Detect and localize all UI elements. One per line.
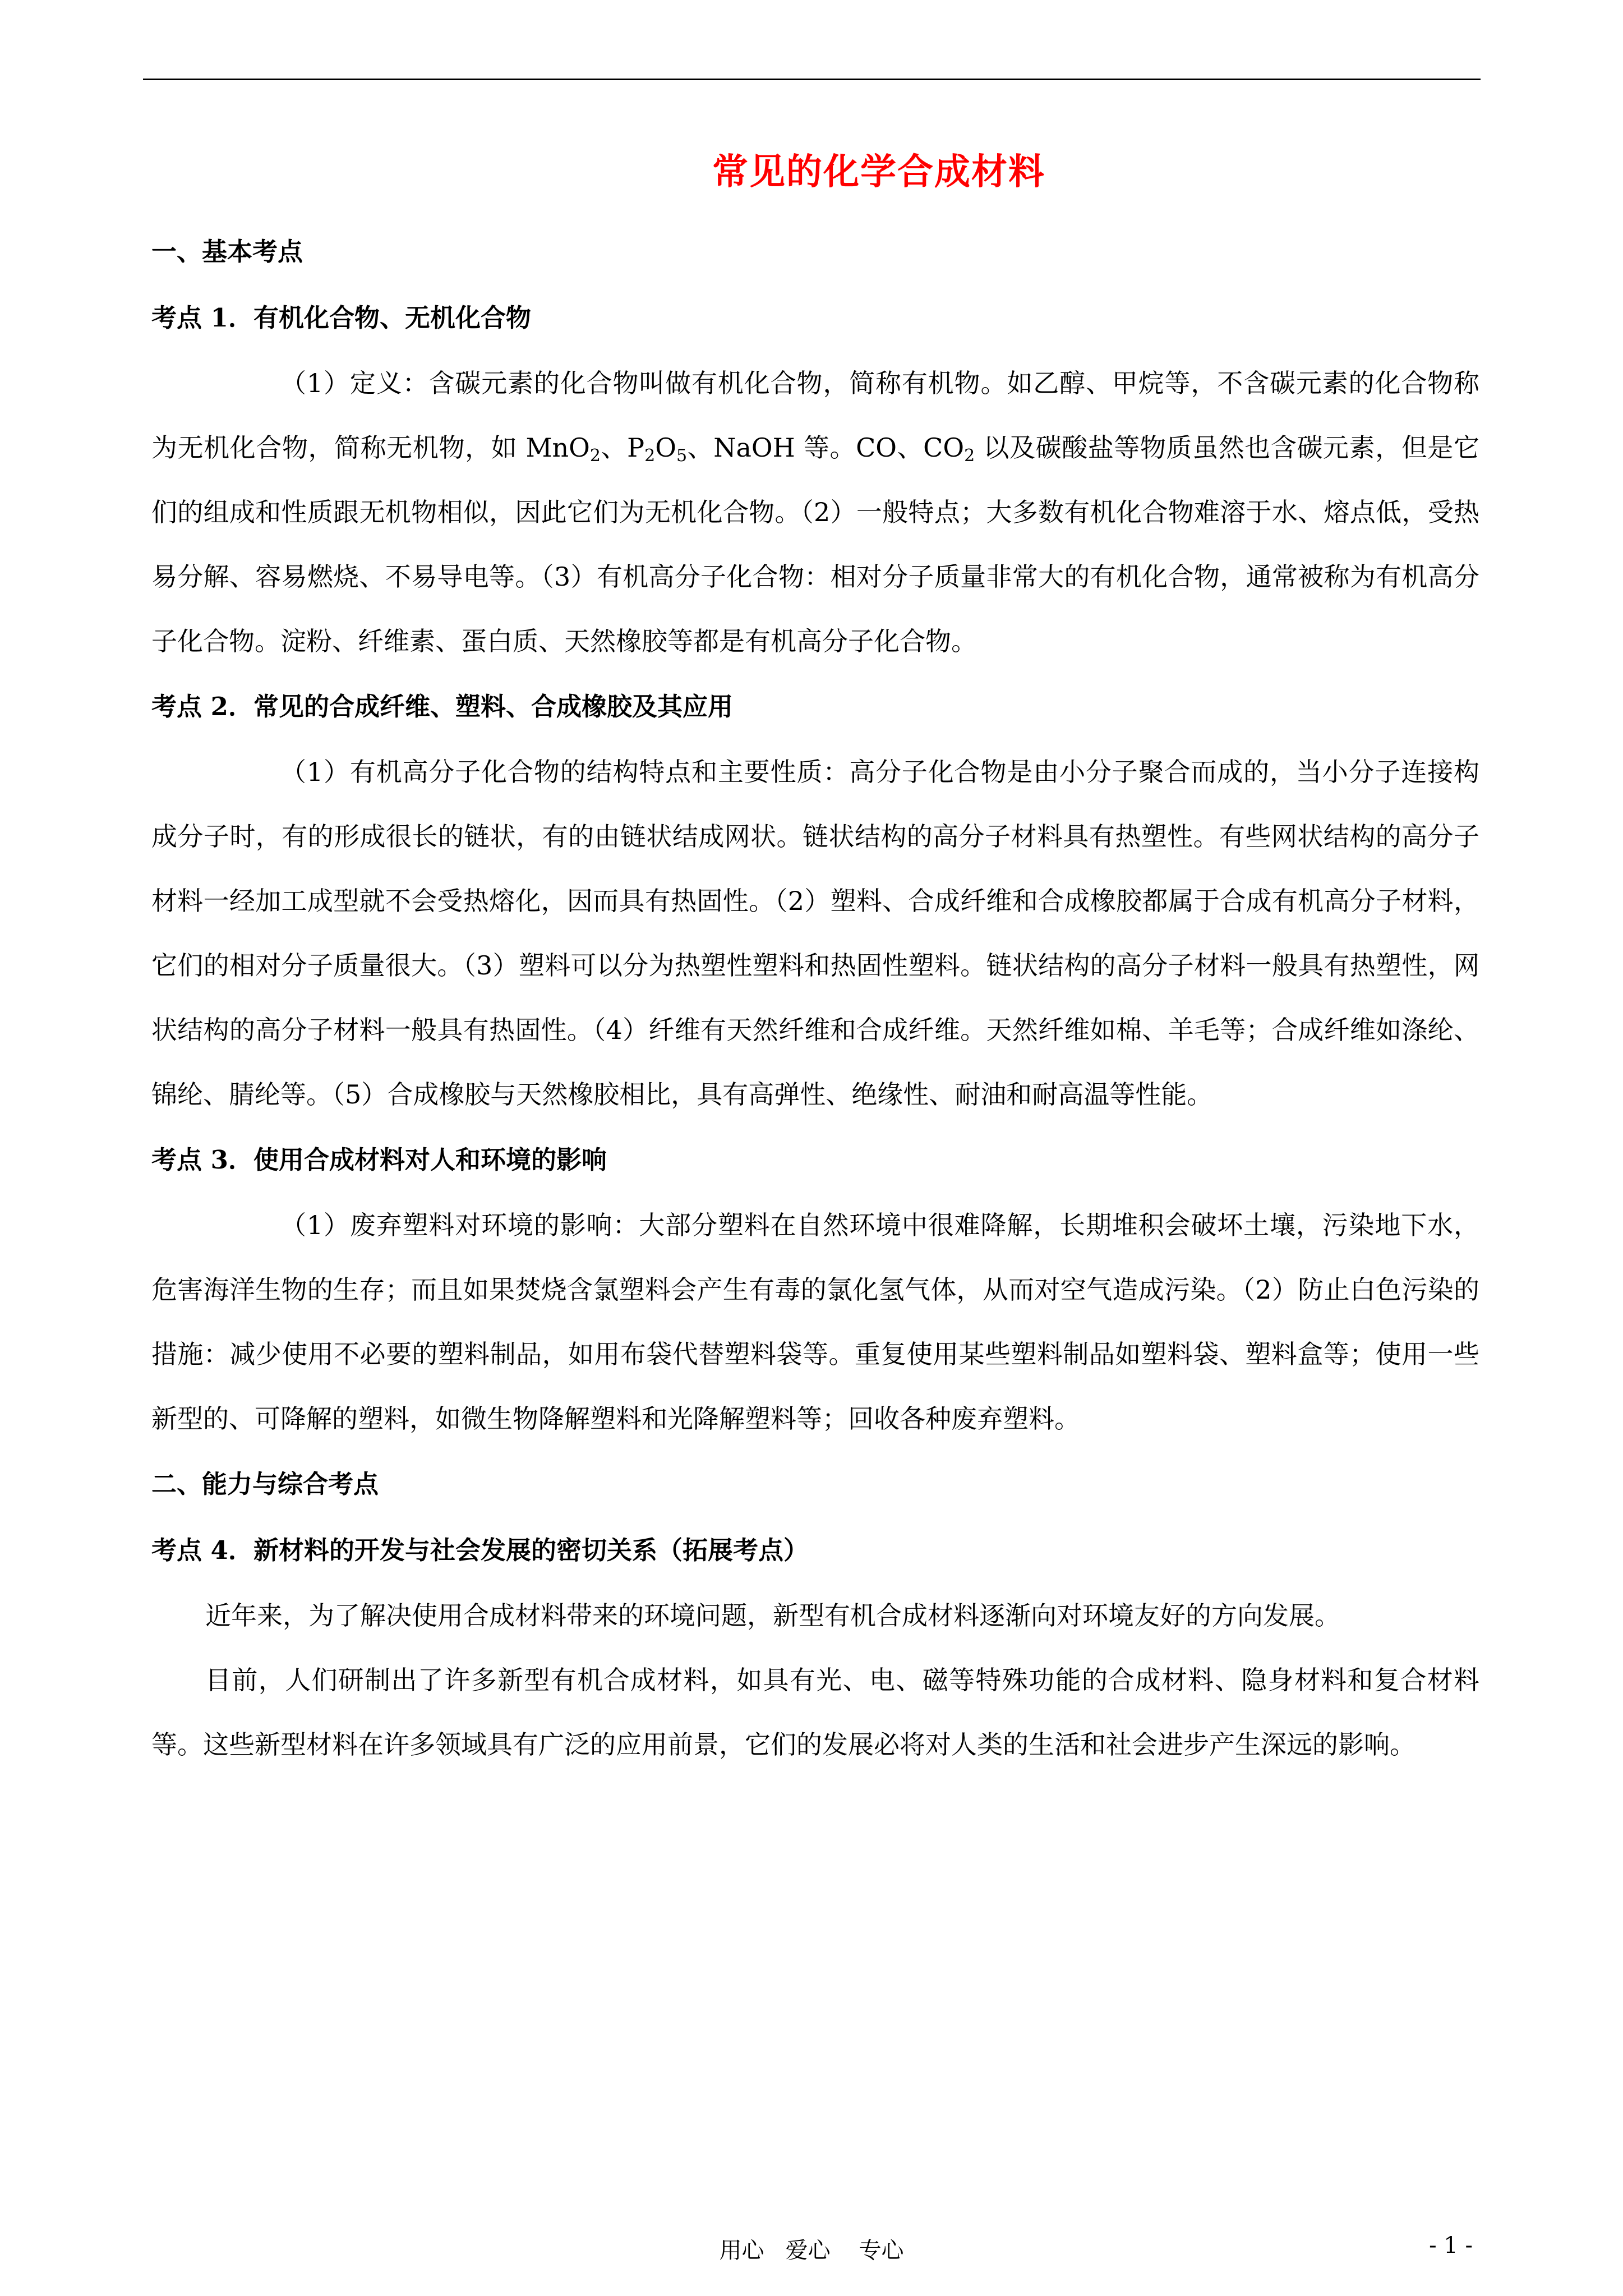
point-3-heading: 考点 3．使用合成材料对人和环境的影响 <box>151 1145 607 1175</box>
section-heading-basic: 一、基本考点 <box>151 237 303 266</box>
section-heading-ability: 二、能力与综合考点 <box>151 1469 379 1499</box>
document-body <box>151 219 1479 1777</box>
point-1-heading: 考点 1．有机化合物、无机化合物 <box>151 303 531 333</box>
header-rule <box>143 79 1481 80</box>
footer-motto: 用心 爱心 专心 <box>719 2238 904 2263</box>
point-3-paragraph: （1）废弃塑料对环境的影响：大部分塑料在自然环境中很难降解，长期堆积会破坏土壤，污染地下水，危害海洋生物的生存；而且如果焚烧含氯塑料会产生有毒的氯化氢气体，从而对空气造成污染。（2）防止白色污染的措施：减少使用不必要的塑料制品，如用布袋代替塑料袋等。重复使用某些塑料制品如塑料袋、塑料盒等；使用一些新型的、可降解的塑料，如微生物降解塑料和光降解塑料等；回收各种废弃塑料。 <box>151 1210 1479 1434</box>
point-2-paragraph: （1）有机高分子化合物的结构特点和主要性质：高分子化合物是由小分子聚合而成的，当小分子连接构成分子时，有的形成很长的链状，有的由链状结成网状。链状结构的高分子材料具有热塑性。有些网状结构的高分子材料一经加工成型就不会受热熔化，因而具有热固性。（2）塑料、合成纤维和合成橡胶都属于合成有机高分子材料，它们的相对分子质量很大。（3）塑料可以分为热塑性塑料和热固性塑料。链状结构的高分子材料一般具有热塑性，网状结构的高分子材料一般具有热固性。（4）纤维有天然纤维和合成纤维。天然纤维如棉、羊毛等；合成纤维如涤纶、锦纶、腈纶等。（5）合成橡胶与天然橡胶相比，具有高弹性、绝缘性、耐油和耐高温等性能。 <box>151 757 1479 1110</box>
point-1-paragraph: （1）定义：含碳元素的化合物叫做有机化合物，简称有机物。如乙醇、甲烷等，不含碳元素的化合物称为无机化合物，简称无机物，如 MnO$_2$、$P_2O_5$、NaOH 等。CO、$CO_2$ 以及碳酸盐等物质虽然也含碳元素，但是它们的组成和性质跟无机物相似，因此它们为无机化合物。（2）一般特点；大多数有机化合物难溶于水、熔点低，受热易分解、容易燃烧、不易导电等。（3）有机高分子化合物：相对分子质量非常大的有机化合物，通常被称为有机高分子化合物。淀粉、纤维素、蛋白质、天然橡胶等都是有机高分子化合物。 <box>151 368 1479 656</box>
point-4-heading: 考点 4．新材料的开发与社会发展的密切关系（拓展考点） <box>151 1535 809 1565</box>
page-title: 常见的化学合成材料 <box>712 151 1045 193</box>
point-2-heading: 考点 2．常见的合成纤维、塑料、合成橡胶及其应用 <box>151 692 733 721</box>
point-4-paragraph-1: 近年来，为了解决使用合成材料带来的环境问题，新型有机合成材料逐渐向对环境友好的方向发展。 <box>205 1600 1340 1631</box>
point-4-paragraph-2: 目前，人们研制出了许多新型有机合成材料，如具有光、电、磁等特殊功能的合成材料、隐身材料和复合材料等。这些新型材料在许多领域具有广泛的应用前景，它们的发展必将对人类的生活和社会进步产生深远的影响。 <box>151 1665 1479 1760</box>
page-number: - 1 - <box>1429 2233 1473 2258</box>
